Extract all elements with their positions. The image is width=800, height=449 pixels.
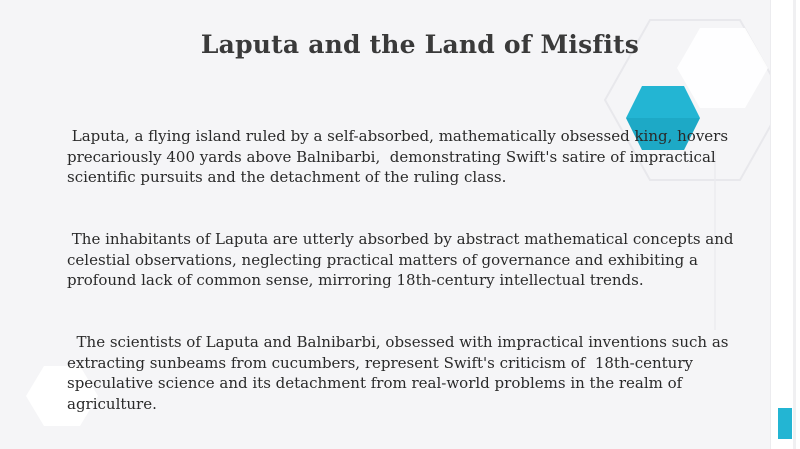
- right-edge-bar: [770, 0, 800, 449]
- paragraph-laputa-island: Laputa, a flying island ruled by a self-absorbed, mathematically obsessed king, hovers precariously 400 yards above Balnibarbi, demonstrating Swift's satire of impractical scientific pursuits and the detachment of the ruling class.: [67, 127, 733, 186]
- accent-block: [778, 408, 792, 439]
- paragraph-laputa-scientists: The scientists of Laputa and Balnibarbi, obsessed with impractical inventions such as extracting sunbeams from cucumbers, represent Swift's criticism of 18th-century speculative science and its detachment from real-world problems in the realm of agriculture.: [67, 333, 734, 413]
- slide-title: Laputa and the Land of Misfits: [200, 30, 640, 59]
- paragraph-laputa-inhabitants: The inhabitants of Laputa are utterly absorbed by abstract mathematical concepts and celestial observations, neglecting practical matters of governance and exhibiting a profound lack of common sense, mirroring 18th-century intellectual trends.: [67, 230, 739, 289]
- scroll-track[interactable]: [793, 0, 796, 449]
